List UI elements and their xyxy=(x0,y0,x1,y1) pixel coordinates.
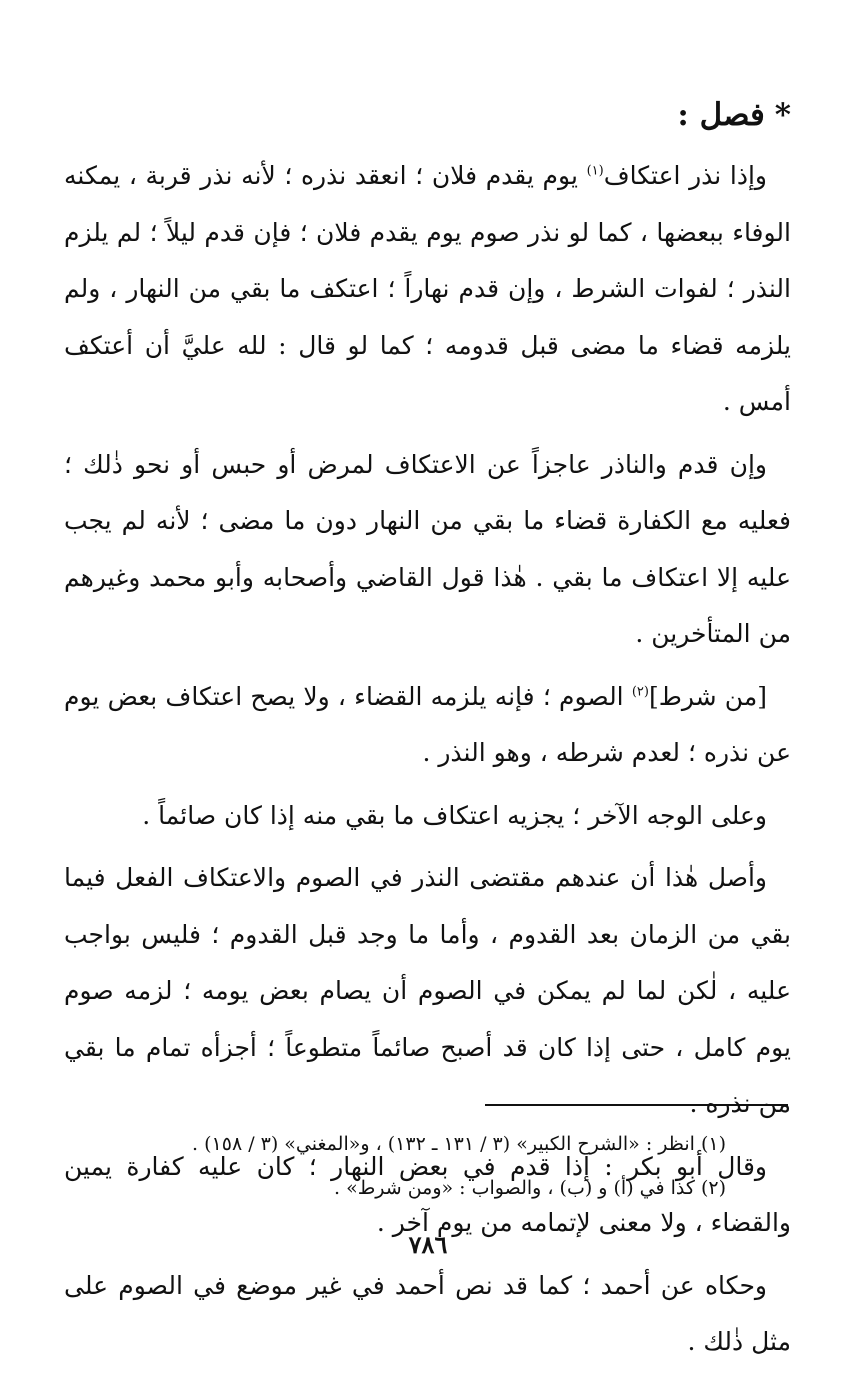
footnote-2: (٢) كذا في (أ) و (ب) ، والصواب : «ومن شرط» . xyxy=(333,1177,726,1199)
section-title: فصل : xyxy=(677,97,765,133)
footnote-divider xyxy=(485,1104,788,1106)
paragraph-5: وأصل هٰذا أن عندهم مقتضى النذر في الصوم والاعتكاف الفعل فيما بقي من الزمان بعد القدوم ، وأما ما وجد قبل القدوم ؛ فليس بواجب عليه ، لٰكن لما لم يمكن في الصوم أن يصام بعض يومه ؛ لزمه صوم يوم كامل ، حتى إذا كان قد أصبح صائماً متطوعاً ؛ أجزأه تمام ما بقي من نذره . xyxy=(64,863,791,1118)
paragraph-1: وإذا نذر اعتكاف$^{(١)}$ يوم يقدم فلان ؛ انعقد نذره ؛ لأنه نذر قربة ، يمكنه الوفاء ببعضها ، كما لو نذر صوم يوم يقدم فلان ؛ فإن قدم ليلاً ؛ لم يلزم النذر ؛ لفوات الشرط ، وإن قدم نهاراً ؛ اعتكف ما بقي من النهار ، ولم يلزمه قضاء ما مضى قبل قدومه ؛ كما لو قال : لله عليَّ أن أعتكف أمس . xyxy=(64,161,791,416)
paragraph-6: وقال أبو بكر : إذا قدم في بعض النهار ؛ كان عليه كفارة يمين والقضاء ، ولا معنى لإتمامه من يوم آخر . xyxy=(64,1151,791,1237)
paragraph-3: [من شرط]$^{(٢)}$ الصوم ؛ فإنه يلزمه القضاء ، ولا يصح اعتكاف بعض يوم عن نذره ؛ لعدم شرطه ، وهو النذر . xyxy=(64,681,791,767)
paragraph-2: وإن قدم والناذر عاجزاً عن الاعتكاف لمرض أو حبس أو نحو ذٰلك ؛ فعليه مع الكفارة قضاء ما بقي من النهار دون ما مضى ؛ لأنه لم يجب عليه إلا اعتكاف ما بقي . هٰذا قول القاضي وأصحابه وأبو محمد وغيرهم من المتأخرين . xyxy=(64,449,791,648)
paragraph-4: وعلى الوجه الآخر ؛ يجزيه اعتكاف ما بقي منه إذا كان صائماً . xyxy=(142,800,767,830)
footnote-ref-1: (١) xyxy=(586,163,604,179)
footnote-ref-2: (٢) xyxy=(631,684,649,700)
footnotes xyxy=(66,1122,726,1210)
paragraph-7: وحكاه عن أحمد ؛ كما قد نص أحمد في غير موضع في الصوم على مثل ذٰلك . xyxy=(64,1270,791,1356)
section-heading xyxy=(677,90,791,140)
asterisk-icon: * xyxy=(774,97,791,133)
footnote-1: (١) انظر : «الشرح الكبير» (٣ / ١٣١ ـ ١٣٢) ، و«المغني» (٣ / ١٥٨) . xyxy=(192,1133,726,1155)
page-number: ٧٨٦ xyxy=(408,1230,448,1259)
